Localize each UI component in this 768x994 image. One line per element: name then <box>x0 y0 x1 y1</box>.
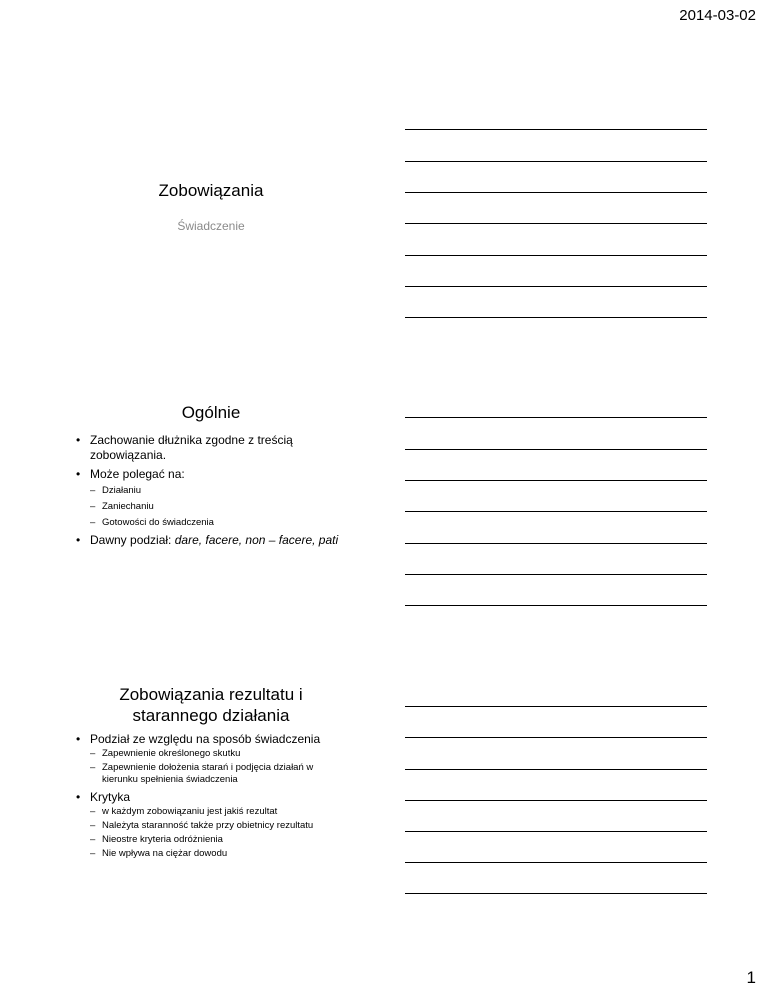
sub-bullet-list <box>90 806 346 860</box>
bullet-text: Zachowanie dłużnika zgodne z treścią zobowiązania. <box>90 433 293 462</box>
page-number: 1 <box>746 968 756 987</box>
slide-title: Zobowiązania <box>158 181 264 200</box>
sub-bullet-item: – Należyta staranność także przy obietnicy rezultatu <box>90 820 346 832</box>
sub-bullet-item: – Nieostre kryteria odróżnienia <box>90 834 346 846</box>
slide-1 <box>76 180 346 233</box>
note-line <box>405 769 707 770</box>
note-line <box>405 161 707 162</box>
note-line <box>405 543 707 544</box>
bullet-list <box>76 433 346 548</box>
note-line <box>405 192 707 193</box>
bullet-item <box>76 732 346 786</box>
sub-bullet-list <box>90 748 346 786</box>
slide-2 <box>76 402 346 552</box>
note-line <box>405 480 707 481</box>
sub-bullet-item: – Zapewnienie określonego skutku <box>90 748 346 760</box>
note-line <box>405 417 707 418</box>
bullet-text: Krytyka <box>90 790 131 804</box>
slide-3 <box>76 684 346 864</box>
note-line <box>405 317 707 318</box>
bullet-item <box>76 533 346 548</box>
note-line <box>405 574 707 575</box>
note-line <box>405 737 707 738</box>
sub-bullet-item: – Działaniu <box>90 485 346 497</box>
bullet-italic-text: dare, facere, non – facere, pati <box>174 533 339 547</box>
note-line <box>405 255 707 256</box>
sub-bullet-item: – Zapewnienie dołożenia starań i podjęcia działań w kierunku spełnienia świadczenia <box>90 762 346 786</box>
bullet-item <box>76 467 346 529</box>
sub-bullet-list <box>90 485 346 529</box>
note-line <box>405 286 707 287</box>
note-line <box>405 223 707 224</box>
sub-bullet-item: – w każdym zobowiązaniu jest jakiś rezultat <box>90 806 346 818</box>
sub-bullet-item: – Nie wpływa na ciężar dowodu <box>90 848 346 860</box>
note-line <box>405 605 707 606</box>
bullet-item <box>76 790 346 860</box>
note-line <box>405 706 707 707</box>
sub-bullet-item: – Gotowości do świadczenia <box>90 517 346 529</box>
slide-subtitle: Świadczenie <box>177 219 245 233</box>
slide-title: Ogólnie <box>181 403 241 422</box>
bullet-list <box>76 732 346 860</box>
note-line <box>405 862 707 863</box>
sub-bullet-item: – Zaniechaniu <box>90 501 346 513</box>
header-date: 2014-03-02 <box>679 7 756 24</box>
bullet-text: Może polegać na: <box>90 467 185 481</box>
bullet-item <box>76 433 346 463</box>
note-line <box>405 800 707 801</box>
note-line <box>405 449 707 450</box>
note-line <box>405 893 707 894</box>
note-line <box>405 831 707 832</box>
note-line <box>405 129 707 130</box>
bullet-text: Podział ze względu na sposób świadczenia <box>90 732 321 746</box>
note-line <box>405 511 707 512</box>
slide-title: Zobowiązania rezultatu i starannego działania <box>119 685 303 725</box>
bullet-text: Dawny podział: <box>90 533 175 547</box>
